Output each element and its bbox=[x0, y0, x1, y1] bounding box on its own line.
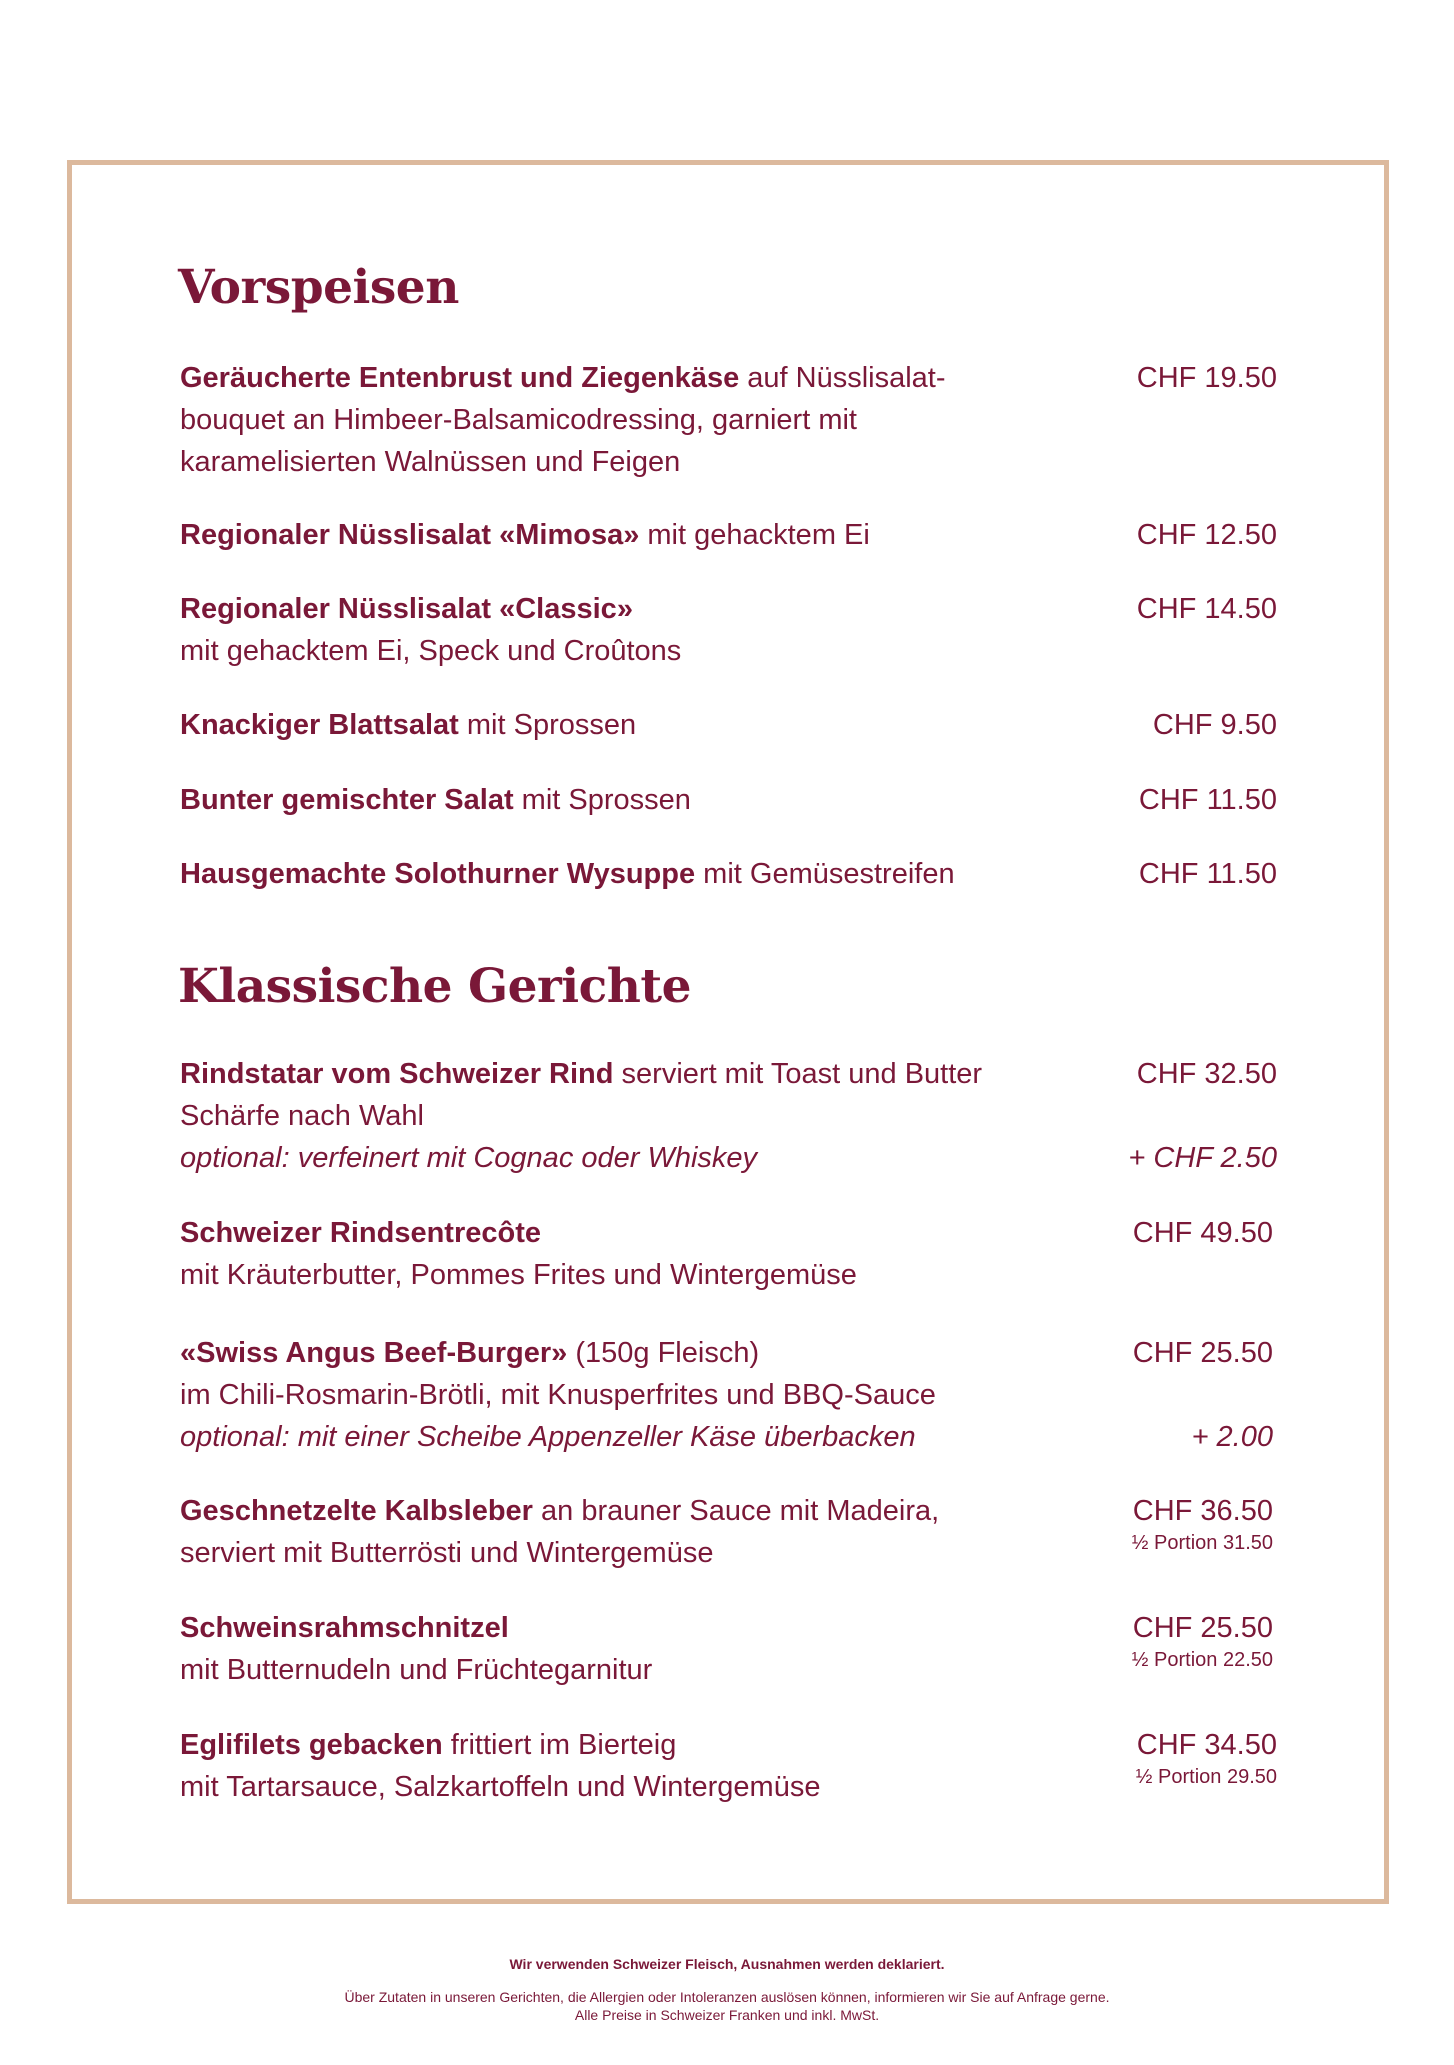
item-price: CHF 25.50 bbox=[1132, 1337, 1273, 1369]
item-description: mit Sprossen bbox=[458, 709, 637, 741]
option-price: + CHF 2.50 bbox=[1128, 1142, 1277, 1174]
item-price: CHF 11.50 bbox=[1138, 784, 1277, 816]
item-name: Geräucherte Entenbrust und Ziegenkäse bbox=[180, 362, 740, 394]
item-option: optional: verfeinert mit Cognac oder Whiskey bbox=[180, 1142, 758, 1174]
item-name: Regionaler Nüsslisalat «Classic» bbox=[180, 593, 633, 625]
half-portion-price: ½ Portion 31.50 bbox=[1131, 1532, 1273, 1554]
item-description: (150g Fleisch) bbox=[567, 1337, 760, 1369]
item-name: Rindstatar vom Schweizer Rind bbox=[180, 1058, 614, 1090]
item-price: CHF 12.50 bbox=[1136, 519, 1277, 551]
item-description: im Chili-Rosmarin-Brötli, mit Knusperfrites und BBQ-Sauce bbox=[180, 1379, 936, 1411]
item-name: Hausgemachte Solothurner Wysuppe bbox=[180, 858, 696, 890]
item-name: Bunter gemischter Salat bbox=[180, 784, 514, 816]
item-option: optional: mit einer Scheibe Appenzeller Käse überbacken bbox=[180, 1421, 916, 1453]
item-description: auf Nüsslisalat- bbox=[739, 362, 946, 394]
item-price: CHF 49.50 bbox=[1132, 1217, 1273, 1249]
price-note: Alle Preise in Schweizer Franken und inkl. MwSt. bbox=[574, 2007, 880, 2023]
item-name: Knackiger Blattsalat bbox=[180, 709, 459, 741]
item-price: CHF 19.50 bbox=[1136, 362, 1277, 394]
item-price: CHF 14.50 bbox=[1136, 593, 1277, 625]
item-name: Schweizer Rindsentrecôte bbox=[180, 1217, 541, 1249]
item-description: mit Tartarsauce, Salzkartoffeln und Wintergemüse bbox=[180, 1771, 821, 1803]
item-description: serviert mit Butterrösti und Wintergemüse bbox=[180, 1537, 714, 1569]
item-name: Geschnetzelte Kalbsleber bbox=[180, 1495, 533, 1527]
item-description: an brauner Sauce mit Madeira, bbox=[532, 1495, 940, 1527]
item-price: CHF 36.50 bbox=[1132, 1495, 1273, 1527]
item-description: mit Butternudeln und Früchtegarnitur bbox=[180, 1654, 653, 1686]
item-description: serviert mit Toast und Butter bbox=[613, 1058, 983, 1090]
half-portion-price: ½ Portion 29.50 bbox=[1135, 1766, 1277, 1788]
item-price: CHF 32.50 bbox=[1136, 1058, 1277, 1090]
allergy-note: Über Zutaten in unseren Gerichten, die Allergien oder Intoleranzen auslösen können, informieren wir Sie auf Anfrage gerne. bbox=[344, 1989, 1110, 2005]
item-description: bouquet an Himbeer-Balsamicodressing, garniert mit bbox=[180, 404, 857, 436]
item-description: frittiert im Bierteig bbox=[442, 1729, 677, 1761]
item-description: mit gehacktem Ei bbox=[639, 519, 870, 551]
item-description: mit Sprossen bbox=[513, 784, 691, 816]
item-description: Schärfe nach Wahl bbox=[180, 1100, 424, 1132]
item-name: Schweinsrahmschnitzel bbox=[180, 1612, 509, 1644]
meat-origin-note: Wir verwenden Schweizer Fleisch, Ausnahmen werden deklariert. bbox=[509, 1956, 945, 1972]
item-name: «Swiss Angus Beef-Burger» bbox=[180, 1337, 568, 1369]
item-description: karamelisierten Walnüssen und Feigen bbox=[180, 446, 681, 478]
item-price: CHF 9.50 bbox=[1152, 709, 1277, 741]
item-price: CHF 11.50 bbox=[1138, 858, 1277, 890]
item-name: Eglifilets gebacken bbox=[180, 1729, 443, 1761]
item-name: Regionaler Nüsslisalat «Mimosa» bbox=[180, 519, 640, 551]
item-description: mit Kräuterbutter, Pommes Frites und Wintergemüse bbox=[180, 1259, 857, 1291]
option-price: + 2.00 bbox=[1191, 1421, 1273, 1453]
item-description: mit gehacktem Ei, Speck und Croûtons bbox=[180, 635, 682, 667]
item-price: CHF 25.50 bbox=[1132, 1612, 1273, 1644]
half-portion-price: ½ Portion 22.50 bbox=[1131, 1649, 1273, 1671]
section-title-klassische-gerichte: Klassische Gerichte bbox=[178, 959, 692, 1014]
section-title-vorspeisen: Vorspeisen bbox=[178, 260, 459, 315]
item-price: CHF 34.50 bbox=[1136, 1729, 1277, 1761]
item-description: mit Gemüsestreifen bbox=[695, 858, 955, 890]
